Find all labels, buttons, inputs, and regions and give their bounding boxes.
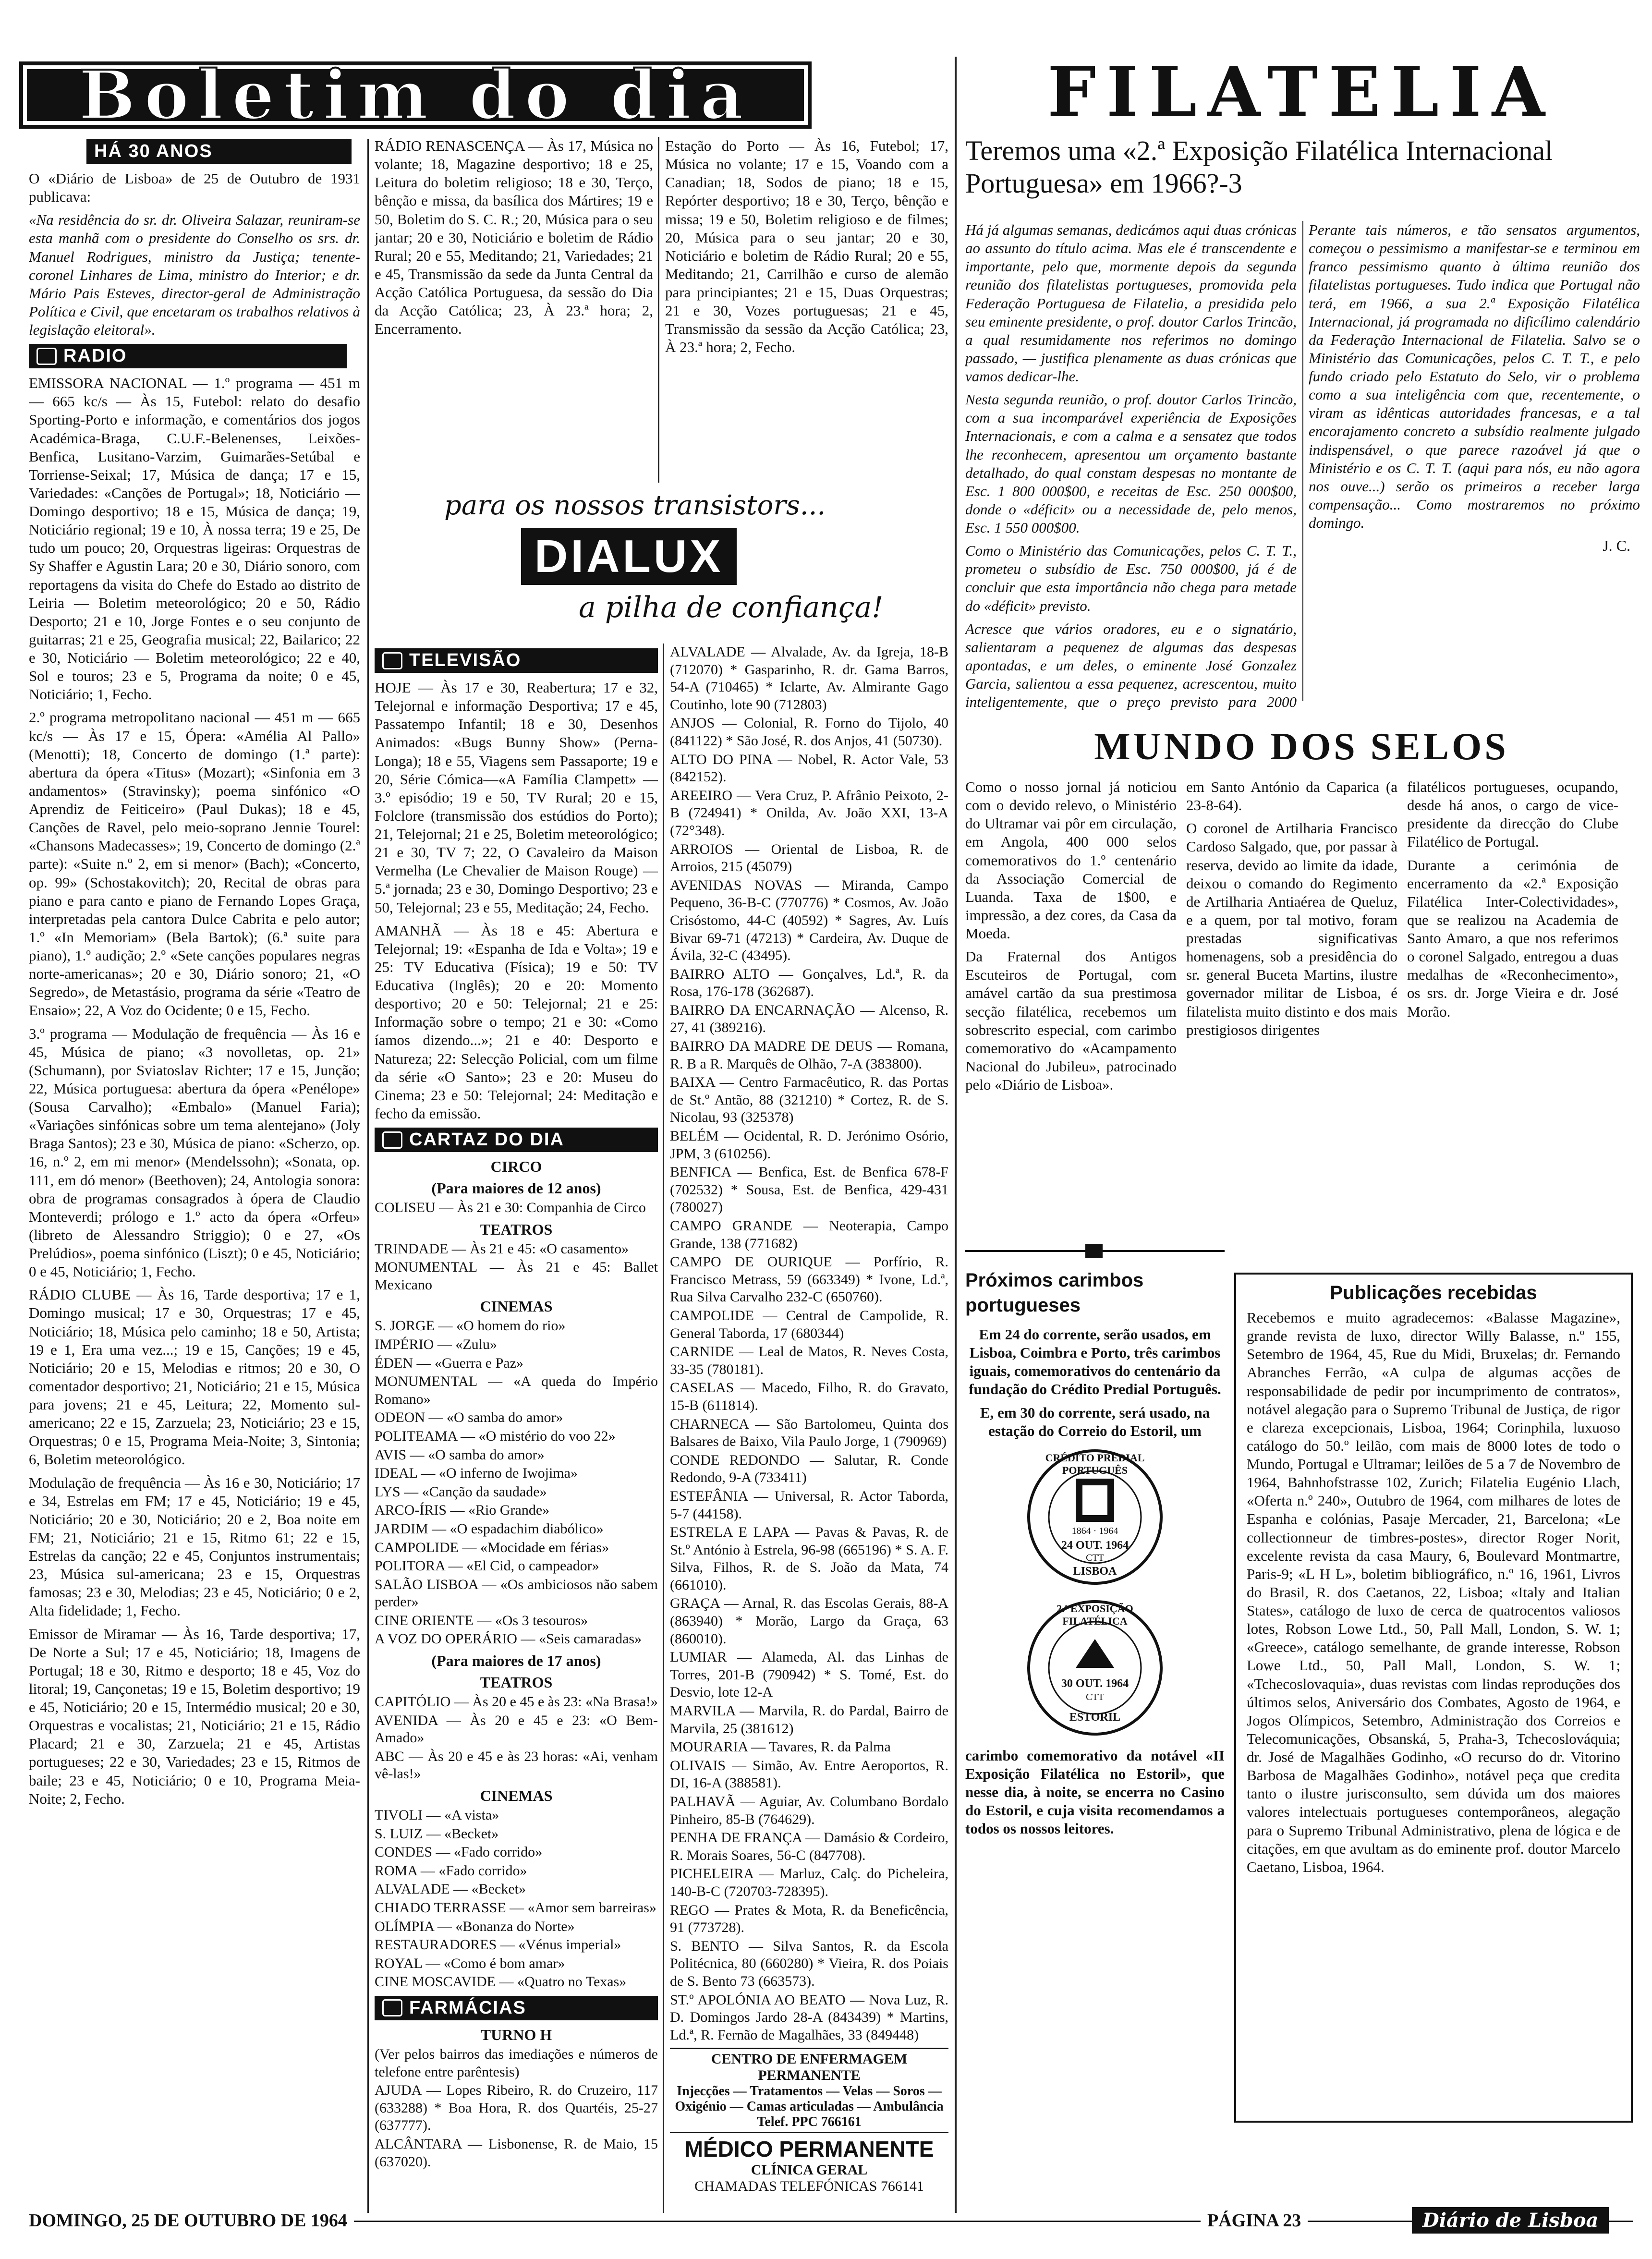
proximos-p3: carimbo comemorativo da notável «II Exposição Filatélica no Estoril», que nesse dia, à noite, se encerra no Casino do Estoril, e cuja visita recomendamos a todos os nossos leitores.	[965, 1747, 1225, 1837]
cinema-entry: POLITEAMA — «O mistério do voo 22»	[375, 1428, 616, 1444]
mundo-title: MUNDO DOS SELOS	[1094, 726, 1509, 768]
proximos-title: Próximos carimbos portugueses	[965, 1270, 1144, 1316]
mundo-p: O coronel de Artilharia Francisco Cardoso Salgado, que, por passar à reserva, devido ao limite da idade, deixou o comando do Regimento de Artilharia Antiaérea de Queluz, e a quem, por tal motivo, foram prestadas significativas homenagens, sob a presidência do sr. general Buceta Martins, ilustre governador militar de Lisboa, é filatelista muito distinto e dos mais prestigiosos dirigentes	[1186, 820, 1397, 1038]
farmacia-entry: ALTO DO PINA — Nobel, R. Actor Vale, 53 (842152).	[670, 751, 948, 785]
farmacia-entry: MARVILA — Marvila, R. do Pardal, Bairro de Marvila, 25 (381612)	[670, 1703, 948, 1737]
cinema2-entry: OLÍMPIA — «Bonanza do Norte»	[375, 1918, 575, 1934]
farmacia-entry: PENHA DE FRANÇA — Damásio & Cordeiro, R. Morais Soares, 56-C (847708).	[670, 1830, 948, 1863]
enfermagem-services: Injecções — Tratamentos — Velas — Soros — Oxigénio — Camas articuladas — Ambulância	[675, 2084, 944, 2114]
farmacia-entry: BAIRRO DA ENCARNAÇÃO — Alcenso, R. 27, 41 (389216).	[670, 1002, 948, 1036]
circo-sub: (Para maiores de 12 anos)	[431, 1179, 601, 1197]
filatelia-col-1	[965, 221, 1297, 711]
cinema-entry: ARCO-ÍRIS — «Rio Grande»	[375, 1502, 550, 1518]
farmacia-icon	[382, 1999, 402, 2016]
rule-2-top	[658, 137, 659, 483]
cinema2-entry: RESTAURADORES — «Vénus imperial»	[375, 1937, 621, 1953]
boletim-masthead	[19, 57, 812, 134]
enfermagem-title2: PERMANENTE	[758, 2067, 861, 2084]
boletim-title: Boletim do dia	[78, 56, 753, 135]
proximos-p1: Em 24 do corrente, serão usados, em Lisboa, Coimbra e Porto, três carimbos iguais, comemorativos do centenário da fundação do Crédito Predial Português.	[969, 1326, 1221, 1398]
footer-date: DOMINGO, 25 DE OUTUBRO DE 1964	[29, 2210, 354, 2231]
farmacia-entry: AVENIDAS NOVAS — Miranda, Campo Pequeno, 36-B-C (770776) * Cosmos, Av. João Crisóstomo, 44-C (40592) * Sagres, Av. Luís Bivar 69-71 (47213) * Cardeira, Av. Duque de Ávila, 32-C (43495).	[670, 877, 948, 964]
tv-label: TELEVISÃO	[409, 650, 522, 670]
radio-radio-clube: RÁDIO CLUBE — Às 16, Tarde desportiva; 17 e 1, Domingo musical; 17 e 30, Orquestras; 17 e 45, Noticiário; 18, Música pelo caminho; 18 e 50, Artista; 19 e 1, Era uma vez...; 19 e 15, Canções; 19 e 45, Noticiário; 20 e 15, Melodias e ritmos; 20 e 30, O comentador desportivo; 21, Noticiário; 21 e 15, Música para jovens; 21 e 45, Leitura; 22, Momento sul-americano; 22 e 15, Zarzuela; 23, Noticiário; 23 e 15, Orquestras; 0 e 15, Programa Meia-Noite; 3, Sintonia; 6, Boletim meteorológico.	[29, 1286, 360, 1468]
cinema-entry: CINE ORIENTE — «Os 3 tesouros»	[375, 1612, 588, 1628]
farmacia-entry: BAIRRO ALTO — Gonçalves, Ld.ª, R. da Rosa, 176-178 (362687).	[670, 966, 948, 1000]
cinema-entry: IMPÉRIO — «Zulu»	[375, 1336, 497, 1352]
farmacia-entry: BENFICA — Benfica, Est. de Benfica 678-F (702532) * Sousa, Est. de Benfica, 429-431 (780027)	[670, 1164, 948, 1215]
stamp2-ctt: CTT	[1086, 1691, 1104, 1702]
filatelia-p: Nesta segunda reunião, o prof. doutor Carlos Trincão, com a sua incomparável experiência de Exposições Internacionais, e com a calma e a sensatez que todos lhe reconhecem, apresentou um orçamento bastante detalhado, do qual constam despesas no montante de Esc. 1 800 000$00, e receitas de Esc. 250 000$00, donde o «déficit» ou a necessidade de, pelo menos, Esc. 1 550 000$00.	[965, 391, 1297, 536]
filatelia-p: Como o Ministério das Comunicações, pelos C. T. T., prometeu o subsídio de Esc. 750 000$00, já é de concluir que esta importância não chega para metade do «déficit» previsto.	[965, 542, 1297, 614]
stamp1-ring: CRÉDITO PREDIAL PORTUGUÊS	[1045, 1451, 1145, 1476]
radio-segundo-programa: 2.º programa metropolitano nacional — 451 m — 665 kc/s — Às 17 e 15, Ópera: «Amélia Al Pallo» (Menotti); 18, Concerto de domingo (1.ª parte): abertura da ópera «Titus» (Mozart); «Sinfonia em 3 andamentos» (Stravinsky); poema sinfónico «O Aprendiz de Feiticeiro» (Paul Dukas); 18 e 45, Canções de Ravel, pelo meio-soprano Jennie Tourel: «Chansons Madecasses»; 19, Concerto de domingo (2.ª parte): «Suite n.º 2, em si menor» (Bach); «Concerto, op. 99» (Schostakovitch); 20, Recital de obras para piano e para canto e piano de Fernando Lopes Graça, interpretadas pela cantora Dulce Cabrita e pelo autor; 1.º «In Memoriam» (Bela Bartok); (6.ª suite para piano), 1.º audição; 2.º «Sete canções populares negras norte-americanas»; 20 e 30, Diário sonoro; 21, «O Segredo», de Metastásio, programa da série «Teatro de Ensaio»; 22, A Voz do Ocidente; 0 e 15, Fecho.	[29, 709, 360, 1019]
cinema2-entry: S. LUIZ — «Becket»	[375, 1825, 499, 1842]
maiores17-title: (Para maiores de 17 anos)	[431, 1652, 601, 1670]
mundo-p: Durante a cerimónia de encerramento da «2.ª Exposição Filatélica Inter-Colectividades», que se realizou na Academia de Santo Amaro, a que nos referimos o coronel Salgado, entregou a duas medalhas de «Reconhecimento», os srs. dr. Jorge Vieira e dr. José Morão.	[1407, 856, 1618, 1020]
teatro2-entry: CAPITÓLIO — Às 20 e 45 e às 23: «Na Brasa!»	[375, 1694, 658, 1710]
rule-main	[955, 57, 957, 2213]
farmacia-entry: ARROIOS — Oriental de Lisboa, R. de Arroios, 215 (45079)	[670, 841, 948, 875]
farmacia-entry: BAIRRO DA MADRE DE DEUS — Romana, R. B a R. Marquês de Olhão, 7-A (383800).	[670, 1038, 948, 1072]
stamp1-date: 24 OUT. 1964	[1061, 1539, 1129, 1552]
column-radio	[29, 139, 360, 2199]
filatelia-col-2	[1309, 221, 1640, 711]
cinema-entry: A VOZ DO OPERÁRIO — «Seis camaradas»	[375, 1631, 642, 1647]
publicacoes-title: Publicações recebidas	[1330, 1282, 1537, 1303]
mundo-col-2	[1186, 778, 1397, 1239]
filatelia-signature: J. C.	[1603, 537, 1630, 555]
cinema-entry: AVIS — «O samba do amor»	[375, 1446, 545, 1463]
enfermagem-title1: CENTRO DE ENFERMAGEM	[711, 2051, 908, 2067]
rule-2	[663, 644, 664, 2213]
filatelia-p: Há já algumas semanas, dedicámos aqui duas crónicas ao assunto do título acima. Mas ele é transcendente e importante, pelo que, mormente depois da segunda reunião dos filatelistas portugueses, promovida pela Federação Portuguesa de Filatelia, a presidida pelo seu eminente presidente, o prof. doutor Carlos Trincão, a qual resumidamente nos referimos no domingo passado, — justifica plenamente as duas crónicas que vamos dedicar-lhe.	[965, 221, 1297, 385]
filatelia-title: FILATELIA	[1047, 52, 1555, 132]
farmacia-entry: ESTRELA E LAPA — Pavas & Pavas, R. de St.º António à Estrela, 96-98 (665196) * S. A. F. Silva, Filhos, R. de S. João da Mata, 74 (661010).	[670, 1524, 948, 1593]
radio-emissora-nacional: EMISSORA NACIONAL — 1.º programa — 451 m — 665 kc/s — Às 15, Futebol: relato do desafio Sporting-Porto e informação, e comentários dos jogos Académica-Braga, C.U.F.-Belenenses, Leixões-Benfica, Lusitano-Varzim, Guimarães-Setúbal e Torriense-Seixal; 17, Música de dança; 17 e 15, Variedades: «Canções de Portugal»; 18, Noticiário — Domingo desportivo; 18 e 15, Música de dança; 19, Noticiário regional; 19 e 10, À nossa terra; 19 e 25, De tudo um pouco; 20, Orquestras ligeiras: Orquestras de Sy Shaffer e Agustin Lara; 20 e 30, Diário sonoro, com reportagens da visita do Chefe do Estado ao distrito de Leiria — Boletim meteorológico; 20 e 50, Rádio Desporto; 21 e 10, Jorge Fontes e o seu conjunto de guitarras; 21 e 25, Geografia musical; 22, Bailarico; 22 e 30, Noticiário — Boletim meteorológico; 22 e 40, Sol e touros; 23 e 5, Programa da noite; 0 e 45, Noticiário; 1, Fecho.	[29, 375, 360, 703]
filatelia-p: Acresce que vários oradores, eu e o signatário, salientaram a pequenez de algumas das despesas apontadas, e um deles, o eminente José Gonzalez Garcia, salientou a essa pequenez, acrescentou, muito inteligentemente, que o preço previsto para 2000	[965, 620, 1297, 711]
radio-renascenca: RÁDIO RENASCENÇA — Às 17, Música no volante; 18, Magazine desportivo; 18 e 25, Leitura do boletim religioso; 18 e 30, Terço, bênção e missa, da basílica dos Mártires; 19 e 50, Boletim do S. C. R.; 20, Música para o seu jantar; 20 e 30, Noticiário e boletim de Rádio Rural; 20 e 55, Meditando; 21, Variedades; 21 e 45, Transmissão da sede da Junta Central da Acção Católica Portuguesa, da sessão do Dia da Acção Católica; 23, À 23.ª hora; 2, Encerramento.	[375, 137, 653, 338]
farmacia-entry: PICHELEIRA — Marluz, Calç. do Picheleira, 140-B-C (720703-728395).	[670, 1866, 948, 1899]
tv-icon	[382, 652, 402, 669]
stamp1-ctt: CTT	[1086, 1552, 1104, 1563]
farmacia-entry: LUMIAR — Alameda, Al. das Linhas de Torres, 201-B (790942) * S. Tomé, Est. do Desvio, lote 12-A	[670, 1649, 948, 1700]
cinema-entry: LYS — «Canção da saudade»	[375, 1483, 547, 1500]
radio-header	[29, 344, 347, 368]
stamp2-ring: 2.ª EXPOSIÇÃO FILATÉLICA	[1057, 1602, 1133, 1627]
cinema-entry: MONUMENTAL — «A queda do Império Romano»	[375, 1373, 658, 1407]
mundo-col-3	[1407, 778, 1618, 1239]
footer	[29, 2207, 1633, 2236]
turno: TURNO H	[480, 2026, 552, 2043]
farmacias-label: FARMÁCIAS	[409, 1997, 526, 2018]
farmacia-entry: CONDE REDONDO — Salutar, R. Conde Redondo, 9-A (733411)	[670, 1452, 948, 1486]
teatro2-entry: AVENIDA — Às 20 e 45 e 23: «O Bem-Amado»	[375, 1712, 658, 1746]
teatros-title: TEATROS	[480, 1220, 553, 1238]
column-farmacias	[670, 644, 948, 2199]
ha-anos-quote: «Na residência do sr. dr. Oliveira Salazar, reuniram-se esta manhã com o presidente do Conselho os srs. dr. Manuel Rodrigues, ministro da Justiça; tenente-coronel Linhares de Lima, ministro do Interior; e dr. Mário Pais Esteves, director-geral de Administração Política e Civil, que encetaram os trabalhos relativos à legislação eleitoral».	[29, 211, 360, 338]
cartaz-header	[375, 1128, 658, 1152]
mundo-p: Como o nosso jornal já noticiou com o devido relevo, o Ministério do Ultramar vai pôr em circulação, em Angola, 400 000 selos comemorativos do 1.º centenário da Associação Comercial de Luanda. Taxa de 1$00, e impressão, a dez cores, da Casa da Moeda.	[965, 778, 1177, 942]
farmacia-entry: S. BENTO — Silva Santos, R. da Escola Politécnica, 80 (660280) * Vieira, R. dos Poiais de S. Bento 73 (663573).	[670, 1938, 948, 1989]
publicacoes-box	[1234, 1273, 1633, 2123]
farmacia-entry: CAMPOLIDE — Central de Campolide, R. General Taborda, 17 (680344)	[670, 1307, 948, 1341]
radio-terceiro-programa: 3.º programa — Modulação de frequência — Às 16 e 45, Música de piano; «3 novolletas, op. 21» (Schumann), por Sviatoslav Richter; 17 e 15, Junção; 22, Música portuguesa: abertura da ópera «Penélope» (Sousa Carvalho); «Embalo» (Manuel Faria); «Variações sinfónicas sobre um tema alentejano» (Joly Braga Santos); 23 e 30, Música de piano: «Scherzo, op. 16, n.º 2, em mi menor» (Mendelssohn); «Sonata, op. 111, em dó menor» (Beethoven); 24, Antologia sonora: obra de programas consagrados à ópera de Claudio Monteverdi; prólogo e 1.º acto da ópera «Orfeu» (libreto de Alessandro Striggio); 0 e 27, «Os Prelúdios», poema sinfónico (Liszt); 0 e 45, Noticiário; 0 e 45, Noticiário; 1, Fecho.	[29, 1025, 360, 1280]
enfermagem-box	[670, 2048, 948, 2133]
circo-title: CIRCO	[490, 1158, 542, 1175]
filatelia-p: Perante tais números, e tão sensatos argumentos, começou o pessimismo a manifestar-se e terminou em franco pessimismo quanto à última reunião dos filatelistas portugueses. Tudo indica que Portugal não terá, em 1966, a sua 2.ª Exposição Filatélica Internacional, já programada no dificílimo calendário da Federação Internacional de Filatelia. Salvo se o Ministério das Comunicações, pelos C. T. T., e pelo fundo criado pelo Estatuto do Selo, vir o problema como a sua inteligência com que, recentemente, o viram as idênticas autoridades francesas, e a tal encorajamento concreto a subsídio realmente julgado indispensável, o que parece razoável já que o Ministério e os C. T. T. (aqui para nós, eu não agora nos ouve...) serão os primeiros a receber larga compensação... Como mostraremos no próximo domingo.	[1309, 221, 1640, 531]
stamp2-city: ESTORIL	[1069, 1711, 1121, 1724]
stamp2-date: 30 OUT. 1964	[1061, 1677, 1129, 1690]
tv-hoje: HOJE — Às 17 e 30, Reabertura; 17 e 32, Telejornal e informação Desportiva; 17 e 45, Passatempo Infantil; 18 e 30, Desenhos Animados: «Bugs Bunny Show» (Perna-Longa); 18 e 55, Viagens sem Passaporte; 19 e 20, Série Cómica—«A Família Clampett» — 3.º episódio; 19 e 50, TV Rural; 20 e 15, Folclore (transmissão dos estúdios do Porto); 21, Telejornal; 21 e 25, Boletim meteorológico; 21 e 30, TV 7; 22, O Cavaleiro da Maison Vermelha (Le Chevalier de Maison Rouge) — 5.ª jornada; 23 e 30, Domingo Desportivo; 23 e 50, Telejornal; 23 e 55, Meditação; 24, Fecho.	[375, 679, 658, 916]
cinema2-entry: CINE MOSCAVIDE — «Quatro no Texas»	[375, 1974, 627, 1990]
farmacia-entry: CHARNECA — São Bartolomeu, Quinta dos Balsares de Baixo, Vila Paulo Jorge, 1 (790969)	[670, 1416, 948, 1450]
farmacia-entry: AJUDA — Lopes Ribeiro, R. do Cruzeiro, 117 (633288) * Boa Hora, R. dos Quartéis, 25-27 (637777).	[375, 2082, 658, 2134]
footer-page: PÁGINA 23	[1201, 2210, 1308, 2231]
farmacia-entry: ALVALADE — Alvalade, Av. da Igreja, 18-B (712070) * Gasparinho, R. dr. Gama Barros, 54-A (710465) * Iclarte, Av. Almirante Gago Coutinho, lote 90 (712803)	[670, 644, 948, 713]
farmacia-entry: CAMPO DE OURIQUE — Porfírio, R. Francisco Metrass, 59 (663349) * Ivone, Ld.ª, Rua Silva Carvalho 232-C (650760).	[670, 1254, 948, 1305]
cinema2-entry: ALVALADE — «Becket»	[375, 1881, 526, 1897]
mundo-p: em Santo António da Caparica (a 23-8-64).	[1186, 778, 1397, 814]
dialux-ad	[377, 490, 946, 634]
radio-icon	[36, 348, 57, 365]
cartaz-icon	[382, 1131, 402, 1149]
cinema-entry: SALÃO LISBOA — «Os ambiciosos não sabem perder»	[375, 1576, 658, 1610]
cinema-entry: JARDIM — «O espadachim diabólico»	[375, 1520, 604, 1537]
radio-miramar: Emissor de Miramar — Às 16, Tarde desportiva; 17, De Norte a Sul; 17 e 45, Noticiário; 18, Imagens de Portugal; 18 e 30, Ritmo e desporto; 18 e 45, Voz do litoral; 19, Cançonetas; 19 e 15, Boletim desportivo; 19 e 45, Noticiário; 20 e 15, Intermédio musical; 20 e 30, Orquestras e vocalistas; 21, Noticiário; 21 e 15, Rádio Placard; 21 e 30, Zarzuela; 21 e 45, Artistas portugueses; 22 e 30, Variedades; 23 e 15, Ritmos de baile; 23 e 45, Noticiário; 0 e 10, Programa Meia-Noite; 2, Fecho.	[29, 1625, 360, 1807]
farmacias-header	[375, 1996, 658, 2020]
cinema2-entry: CHIADO TERRASSE — «Amor sem barreiras»	[375, 1900, 656, 1916]
radio-porto: Estação do Porto — Às 16, Futebol; 17, Música no volante; 17 e 15, Voando com a Canadian; 18, Sodos de piano; 18 e 15, Repórter desportivo; 18 e 30, Terço, bênção e missa; 19 e 50, Boletim religioso e de filmes; 20, Música para o seu jantar; 20 e 30, Noticiário e boletim de Rádio Rural; 20 e 55, Meditando; 21, Carrilhão e curso de alemão para principiantes; 21 e 15, Duas Orquestras; 21 e 30, Vozes portuguesas; 21 e 45, Transmissão da sessão da Acção Católica; 23, À 23.ª hora; 2, Fecho.	[665, 137, 948, 356]
teatro-entry: MONUMENTAL — Às 21 e 45: Ballet Mexicano	[375, 1259, 658, 1293]
cinema2-entry: ROMA — «Fado corrido»	[375, 1862, 527, 1879]
stamp-credito-predial	[1023, 1445, 1167, 1589]
cartaz-label: CARTAZ DO DIA	[409, 1130, 564, 1150]
medico-calls: CHAMADAS TELEFÓNICAS 766141	[694, 2178, 924, 2195]
stamp-exposicao-estoril	[1023, 1596, 1167, 1740]
mundo-p: filatélicos portugueses, ocupando, desde há anos, o cargo de vice-presidente da direcção do Clube Filatélico de Portugal.	[1407, 778, 1618, 850]
farmacia-entry: CARNIDE — Leal de Matos, R. Neves Costa, 33-35 (780181).	[670, 1344, 948, 1377]
enfermagem-telef: Telef. PPC 766161	[757, 2114, 862, 2130]
coliseu: COLISEU — Às 21 e 30: Companhia de Circo	[375, 1200, 646, 1215]
farmacia-entry: BELÉM — Ocidental, R. D. Jerónimo Osório, JPM, 3 (610256).	[670, 1128, 948, 1162]
proximos-p2: E, em 30 do corrente, será usado, na estação do Correio do Estoril, um	[980, 1404, 1210, 1439]
farmacia-entry: ESTEFÂNIA — Universal, R. Actor Taborda, 5-7 (44158).	[670, 1488, 948, 1522]
mundo-p: Da Fraternal dos Antigos Escuteiros de Portugal, com amável cartão da sua prestimosa secção filatélica, recebemos um sobrescrito especial, com carimbo comemorativo do «Acampamento Nacional do Jubileu», patrocinado pelo «Diário de Lisboa».	[965, 948, 1177, 1093]
mundo-col-1	[965, 778, 1177, 1239]
farmacia-entry: ALCÂNTARA — Lisbonense, R. de Maio, 15 (637020).	[375, 2136, 658, 2170]
cinema-entry: ÉDEN — «Guerra e Paz»	[375, 1355, 523, 1371]
farmacia-entry: PALHAVÃ — Aguiar, Av. Columbano Bordalo Pinheiro, 85-B (764629).	[670, 1794, 948, 1827]
stamp1-city: LISBOA	[1073, 1565, 1117, 1578]
farmacias-note: (Ver pelos bairros das imediações e números de telefone entre parêntesis)	[375, 2046, 658, 2080]
cinema2-entry: CONDES — «Fado corrido»	[375, 1844, 543, 1860]
medico-sub: CLÍNICA GERAL	[751, 2162, 868, 2178]
cinema2-entry: ROYAL — «Como é bom amar»	[375, 1955, 565, 1971]
cinema-entry: POLITORA — «El Cid, o campeador»	[375, 1558, 599, 1574]
radio-modulacao: Modulação de frequência — Às 16 e 30, Noticiário; 17 e 34, Estrelas em FM; 17 e 45, Noticiário; 19 e 45, Noticiário; 20 e 30, Noticiário; 20 e 2, Boa noite em FM; 21, Noticiário; 21 e 15, Ritmo 61; 22 e 15, Estrelas da canção; 22 e 45, Conjuntos instrumentais; 23, Música sul-americana; 23 e 15, Orquestras famosas; 23 e 30, Melodias; 23 e 45, Noticiário; 0 e 2, Alta fidelidade; 1, Fecho.	[29, 1474, 360, 1619]
cinema-entry: ODEON — «O samba do amor»	[375, 1409, 563, 1426]
cinema-entry: IDEAL — «O inferno de Iwojima»	[375, 1465, 578, 1482]
stamp1-years: 1864 · 1964	[1071, 1525, 1118, 1536]
column-tv-cartaz	[375, 644, 658, 2199]
ha-anos-label: HÁ 30 ANOS	[94, 141, 213, 161]
farmacia-entry: ANJOS — Colonial, R. Forno do Tijolo, 40 (841122) * São José, R. dos Anjos, 41 (50730).	[670, 715, 948, 749]
farmacia-entry: OLIVAIS — Simão, Av. Entre Aeroportos, R. DI, 16-A (388581).	[670, 1757, 948, 1791]
tv-amanha: AMANHÃ — Às 18 e 45: Abertura e Telejornal; 19: «Espanha de Ida e Volta»; 19 e 25: TV Educativa (Física); 19 e 50: TV Educativa (Inglês); 20 e 20: Momento desportivo; 20 e 50: Telejornal; 21 e 25: Informação sobre o tempo; 21 e 30: «Como íamos dizendo...»; 21 e 40: Desporto e Natureza; 22: Selecção Policial, com um filme da série «O Santo»; 23 e 20: Museu do Cinema; 23 e 50: Telejornal; 24: Meditação e fecho da emissão.	[375, 922, 658, 1122]
cinemas2-title: CINEMAS	[480, 1787, 553, 1805]
farmacia-entry: CAMPO GRANDE — Neoterapia, Campo Grande, 138 (771682)	[670, 1218, 948, 1251]
dialux-bottom-script: a pilha de confiança!	[579, 591, 884, 624]
farmacia-entry: MOURARIA — Tavares, R. da Palma	[670, 1739, 891, 1755]
dialux-brand: DIALUX	[521, 528, 737, 585]
farmacia-entry: GRAÇA — Arnal, R. das Escolas Gerais, 88-A (863940) * Morão, Largo da Graça, 63 (860010).	[670, 1595, 948, 1647]
cinema-entry: S. JORGE — «O homem do rio»	[375, 1318, 566, 1334]
tv-header	[375, 648, 658, 673]
farmacia-entry: AREEIRO — Vera Cruz, P. Afrânio Peixoto, 2-B (724941) * Onilda, Av. João XXI, 13-A (72°348).	[670, 787, 948, 838]
column-radio-continued	[375, 137, 653, 483]
farmacia-entry: CASELAS — Macedo, Filho, R. do Gravato, 15-B (611814).	[670, 1380, 948, 1413]
farmacia-entry: REGO — Prates & Mota, R. da Beneficência, 91 (773728).	[670, 1902, 948, 1936]
cinema-entry: CAMPOLIDE — «Mocidade em férias»	[375, 1539, 609, 1555]
teatros2-title: TEATROS	[480, 1674, 553, 1691]
proximos-column	[965, 1268, 1225, 2199]
cinema2-entry: TIVOLI — «A vista»	[375, 1807, 499, 1823]
footer-paper: Diário de Lisboa	[1412, 2207, 1609, 2234]
teatro-entry: TRINDADE — Às 21 e 45: «O casamento»	[375, 1240, 629, 1257]
rule-filatelia	[1302, 221, 1303, 701]
farmacia-entry: ST.º APOLÓNIA AO BEATO — Nova Luz, R. D. Domingos Jardo 28-A (843439) * Martins, Ld.ª, R. Fernão de Magalhães, 33 (849448)	[670, 1992, 948, 2043]
teatro2-entry: ABC — Às 20 e 45 e às 23 horas: «Ai, venham vê-las!»	[375, 1748, 658, 1782]
ornament	[965, 1244, 1225, 1258]
farmacia-entry: BAIXA — Centro Farmacêutico, R. das Portas de St.º Antão, 88 (321210) * Cortez, R. de S. Nicolau, 93 (325378)	[670, 1074, 948, 1126]
ha-anos-intro: O «Diário de Lisboa» de 25 de Outubro de 1931 publicava:	[29, 170, 360, 206]
rule-1	[367, 139, 369, 2213]
radio-label: RADIO	[63, 346, 127, 366]
column-radio-porto	[665, 137, 948, 483]
medico-box	[670, 2136, 948, 2195]
cinemas-title: CINEMAS	[480, 1298, 553, 1315]
ha-anos-header	[86, 139, 352, 164]
dialux-top-script: para os nossos transistors...	[444, 490, 826, 521]
medico-title: MÉDICO PERMANENTE	[684, 2137, 934, 2162]
filatelia-headline: Teremos uma «2.ª Exposição Filatélica Internacional Portuguesa» em 1966?-3	[965, 135, 1553, 199]
publicacoes-text: Recebemos e muito agradecemos: «Balasse Magazine», grande revista de luxo, director Willy Balasse, n.º 155, Setembro de 1964, 45, Rue du Midi, Bruxelas; dr. Fernando Abranches Ferrão, «A culpa de algumas acções de responsabilidade de pedir por incumprimento de contratos», notável alegação para o Supremo Tribunal de Justiça, de rigor e clareza excepcionais, Lisboa, 1964; Corinphila, luxuoso catálogo do 50.º leilão, com mais de 8000 lotes de todo o Mundo, Portugal e Ultramar; leilões de 5 a 7 de Novembro de 1964, Bahnhofstrasse 102, Zurich; Filatelia Eugénio Llach, «Oferta n.º 240», Outubro de 1964, com milhares de lotes de Espanha e colónias, Pasaje Mercader, 21, Barcelona; «Le collectionneur de timbres-postes», director Roger Norit, excelente revista da casa Maury, 6, Boulevard Montmartre, Paris-9; «L H L», boletim bibliográfico, n.º 16, 1961, Livros do Brasil, R. dos Caetanos, 22, Lisboa; «Italy and Italian States», catálogo de luxo de cerca de quatrocentos valiosos lotes, Robson Lowe Ltd., 50, Pall Mall, London, S. W. 1; «Greece», catálogo semelhante, de grande interesse, Robson Lowe Ltd., 50, Pall Mall, London, S. W. 1; «Tchecoslovaquia», duas revistas com lindas reproduções dos últimos selos, Aniversário dos Combates, Agosto de 1964, e Jogos Olímpicos, Setembro, Administração dos Correios e Telecomunicações, Obsanská, 5, Praha-3, Tchecoslováquia; dr. José de Magalhães Godinho, «O recurso do dr. Vitorino Barbosa de Magalhães Godinho», notável peça que credita tanto o ilustre jurisconsulto, sem dúvida um dos maiores valores intelectuais portugueses contemporâneos, alegação para o Supremo Tribunal Administrativo, plena de lógica e de citações, em que avultam as do eminente prof. doutor Marcelo Caetano, Lisboa, 1964.	[1247, 1309, 1620, 1875]
